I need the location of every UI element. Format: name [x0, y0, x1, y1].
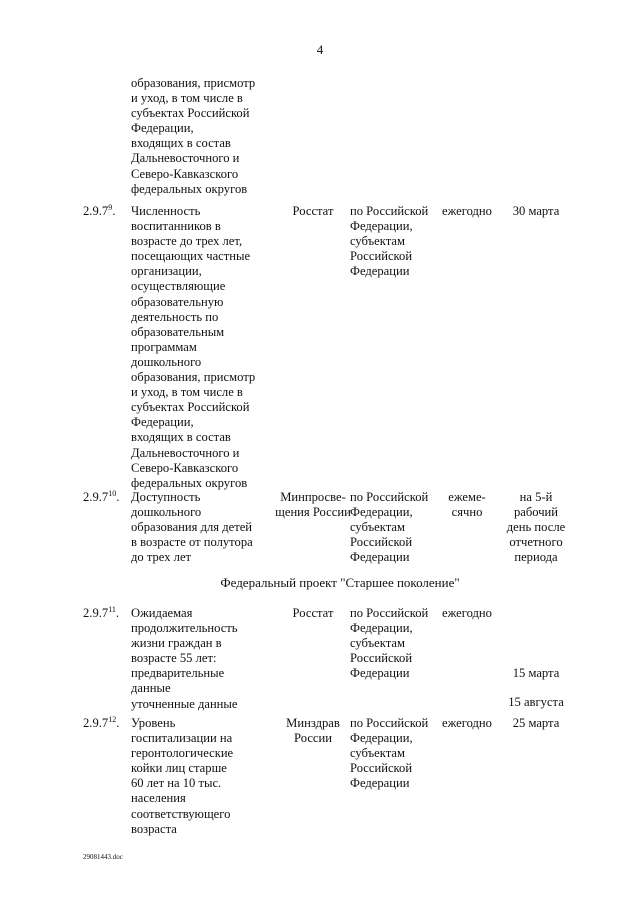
agency-text: Росстат	[292, 606, 334, 620]
agency-text: Минпросве- щения России	[275, 490, 351, 520]
section-title: Федеральный проект "Старшее поколение"	[220, 575, 460, 590]
indicator-text: Ожидаемая продолжительность жизни граждан в возрасте 55 лет: предварительные данные уточненные данные	[131, 606, 238, 711]
row-number-base: 2.9.7	[83, 490, 109, 504]
level-text: по Российской Федерации, субъектам Российской Федерации	[350, 716, 429, 791]
frequency-text: ежегодно	[442, 716, 492, 730]
row-number-sup: 10	[108, 488, 117, 498]
level-text: по Российской Федерации, субъектам Российской Федерации	[350, 490, 429, 565]
page-number: 4	[316, 42, 324, 57]
row-number-base: 2.9.7	[83, 606, 109, 620]
row-number: 2.9.7$^{10}$.	[83, 488, 120, 504]
row-number-base: 2.9.7	[83, 716, 109, 730]
continued-indicator-text: образования, присмотр и уход, в том числе в субъектах Российской Федерации, входящих в состав Дальневосточного и Северо-Кавказского федеральных округов	[131, 76, 256, 196]
frequency-text: ежегодно	[442, 606, 492, 620]
deadline-text: 30 марта	[512, 204, 560, 218]
deadline-preliminary: 15 марта	[512, 666, 560, 680]
deadline-text: 25 марта	[512, 716, 560, 730]
row-number-sup: 12	[108, 714, 117, 724]
row-number-base: 2.9.7	[83, 204, 109, 218]
row-number: 2.9.7$^{11}$.	[83, 604, 120, 620]
frequency-text: ежеме- сячно	[448, 490, 486, 520]
deadline-text: на 5-й рабочий день после отчетного периода	[506, 490, 566, 565]
row-number: 2.9.7$^9$.	[83, 202, 116, 218]
row-number-sup: 11	[108, 604, 116, 614]
level-text: по Российской Федерации, субъектам Российской Федерации	[350, 204, 429, 279]
agency-text: Минздрав России	[286, 716, 340, 746]
deadline-final: 15 августа	[508, 695, 564, 709]
footer-code: 29081443.doc	[83, 853, 123, 861]
level-text: по Российской Федерации, субъектам Российской Федерации	[350, 606, 429, 681]
indicator-text: Уровень госпитализации на геронтологические койки лиц старше 60 лет на 10 тыс. населения соответствующего возраста	[131, 716, 234, 836]
row-number: 2.9.7$^{12}$.	[83, 714, 120, 730]
row-number-sup: 9	[108, 202, 113, 212]
frequency-text: ежегодно	[442, 204, 492, 218]
indicator-text: Численность воспитанников в возрасте до трех лет, посещающих частные организации, осуществляющие образовательную деятельность по образовательным программам дошкольного образования, присмотр и уход, в том числе в субъектах Российской Федерации, входящих в состав Дальневосточного и Северо-Кавказского федеральных округов	[131, 204, 256, 490]
agency-text: Росстат	[292, 204, 334, 218]
indicator-text: Доступность дошкольного образования для детей в возрасте от полутора до трех лет	[131, 490, 253, 565]
